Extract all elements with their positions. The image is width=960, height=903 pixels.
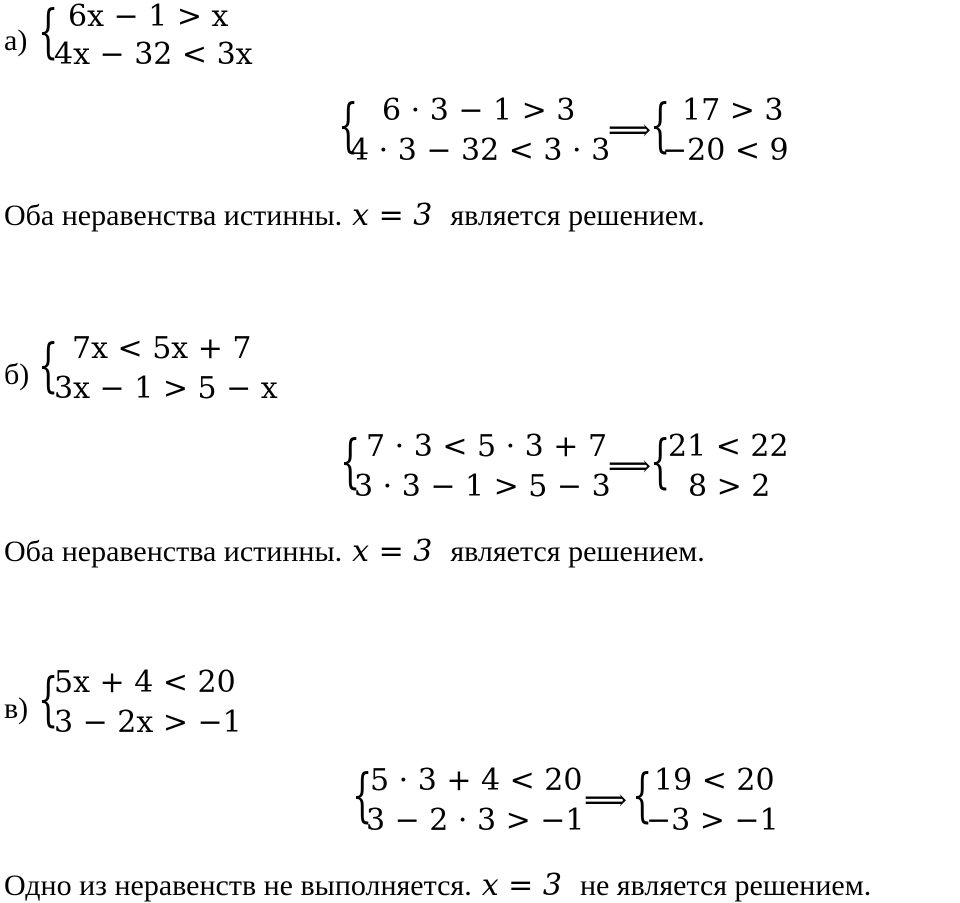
system-c-line1: 5x + 4 < 20 (54, 665, 236, 700)
brace-icon: { (632, 761, 653, 829)
system-b-line2: 3x − 1 > 5 − x (54, 371, 278, 406)
system-a-line2: 4x − 32 < 3x (54, 37, 253, 72)
brace-icon: { (352, 761, 373, 829)
result-b-line2: 8 > 2 (688, 469, 771, 504)
subst-a-line1: 6 · 3 − 1 > 3 (382, 93, 576, 128)
subst-a-line2: 4 · 3 − 32 < 3 · 3 (350, 133, 611, 168)
subst-b-line2: 3 · 3 − 1 > 5 − 3 (354, 469, 611, 504)
part-c-label: в) (4, 692, 29, 725)
result-b-line1: 21 < 22 (668, 429, 789, 464)
result-a-line2: −20 < 9 (662, 133, 789, 168)
subst-c-line1: 5 · 3 + 4 < 20 (370, 763, 583, 798)
brace-icon: { (38, 665, 59, 733)
part-b-label: б) (4, 358, 30, 391)
conclusion-a-math: x = 3 (352, 198, 433, 233)
conclusion-b (4, 534, 705, 569)
brace-icon: { (38, 0, 59, 65)
implies-icon: ⟹ (608, 449, 652, 484)
subst-b-line1: 7 · 3 < 5 · 3 + 7 (366, 429, 608, 464)
system-c-line2: 3 − 2x > −1 (54, 705, 242, 740)
conclusion-c-end: не является решением. (579, 869, 872, 902)
conclusion-a (4, 198, 705, 233)
brace-icon: { (338, 91, 359, 159)
result-a-line1: 17 > 3 (682, 93, 784, 128)
system-a-line1: 6x − 1 > x (68, 0, 229, 34)
conclusion-a-end: является решением. (450, 199, 705, 232)
implies-icon: ⟹ (584, 783, 628, 818)
conclusion-c-text: Одно из неравенств не выполняется. (4, 869, 472, 902)
conclusion-b-end: является решением. (450, 535, 705, 568)
brace-icon: { (650, 427, 671, 495)
conclusion-c-math: x = 3 (481, 868, 562, 903)
conclusion-b-math: x = 3 (352, 534, 433, 569)
conclusion-c (4, 868, 871, 903)
part-a-label: а) (4, 24, 28, 57)
implies-icon: ⟹ (608, 113, 652, 148)
brace-icon: { (38, 331, 59, 399)
result-c-line1: 19 < 20 (654, 763, 775, 798)
brace-icon: { (650, 91, 671, 159)
conclusion-a-text: Оба неравенства истинны. (4, 199, 343, 232)
system-b-line1: 7x < 5x + 7 (72, 331, 252, 366)
conclusion-b-text: Оба неравенства истинны. (4, 535, 343, 568)
result-c-line2: −3 > −1 (646, 803, 779, 838)
subst-c-line2: 3 − 2 · 3 > −1 (366, 803, 585, 838)
brace-icon: { (340, 427, 361, 495)
